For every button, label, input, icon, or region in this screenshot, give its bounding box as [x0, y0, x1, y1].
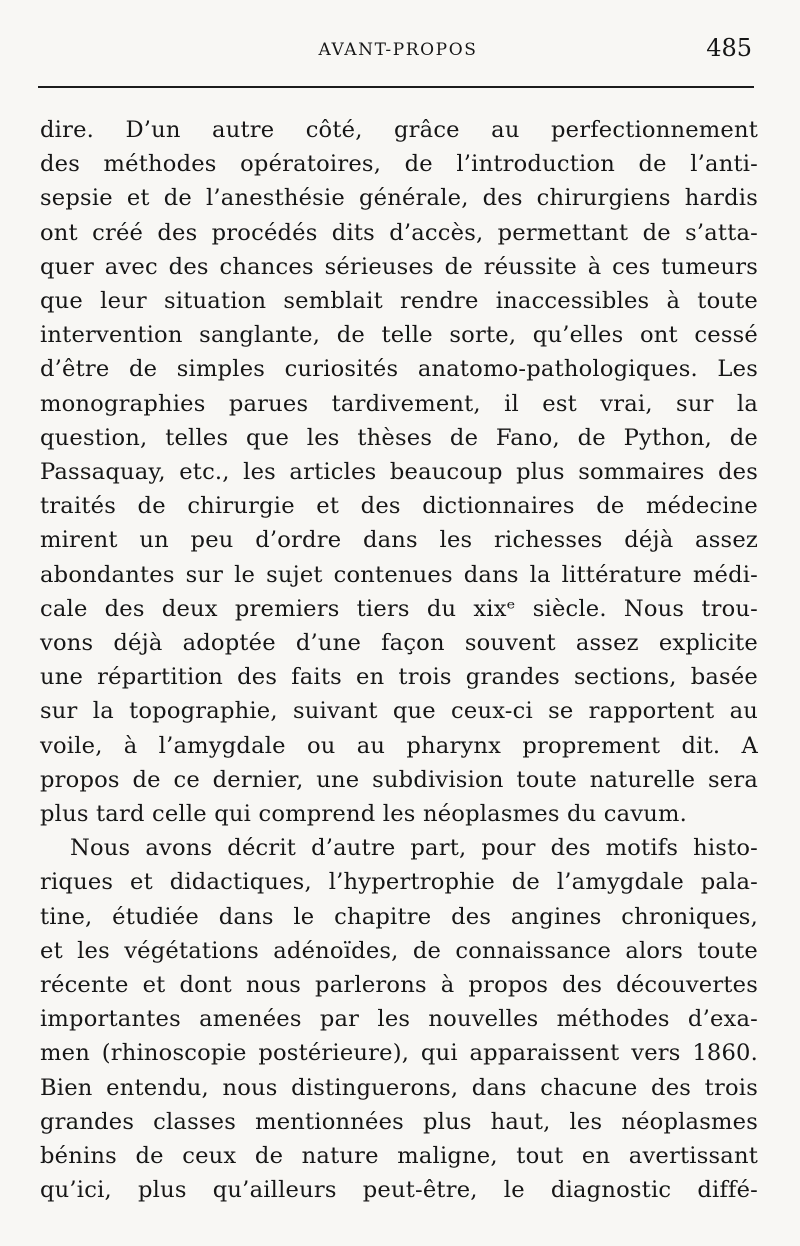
- text-line: men (rhinoscopie postérieure), qui apparaissent vers 1860.: [40, 1040, 758, 1067]
- text-line: vons déjà adoptée d’une façon souvent assez explicite: [40, 630, 758, 657]
- text-line: qu’ici, plus qu’ailleurs peut-être, le diagnostic diffé-: [40, 1177, 758, 1204]
- running-head: [34, 34, 762, 74]
- text-line: récente et dont nous parlerons à propos des découvertes: [40, 972, 758, 999]
- text-line: et les végétations adénoïdes, de connaissance alors toute: [40, 937, 758, 964]
- text-line: abondantes sur le sujet contenues dans la littérature médi-: [40, 561, 758, 588]
- text-line: dire. D’un autre côté, grâce au perfectionnement: [40, 117, 758, 143]
- text-line: sur la topographie, suivant que ceux-ci se rapportent au: [40, 698, 758, 725]
- text-line: importantes amenées par les nouvelles méthodes d’exa-: [40, 1006, 758, 1033]
- text-line: traités de chirurgie et des dictionnaires de médecine: [40, 493, 758, 520]
- text-line: ont créé des procédés dits d’accès, permettant de s’atta-: [40, 219, 758, 246]
- text-line: que leur situation semblait rendre inaccessibles à toute: [40, 288, 758, 315]
- text-line: mirent un peu d’ordre dans les richesses déjà assez: [40, 527, 758, 554]
- text-line: monographies parues tardivement, il est vrai, sur la: [40, 390, 758, 417]
- body-text: [40, 113, 758, 1208]
- text-line: tine, étudiée dans le chapitre des angines chroniques,: [40, 903, 758, 930]
- text-line: intervention sanglante, de telle sorte, qu’elles ont cessé: [40, 322, 758, 349]
- text-line: sepsie et de l’anesthésie générale, des chirurgiens hardis: [40, 185, 758, 212]
- text-line: une répartition des faits en trois grandes sections, basée: [40, 664, 758, 691]
- paragraph-end-line: plus tard celle qui comprend les néoplasmes du cavum.: [40, 801, 688, 828]
- text-line: propos de ce dernier, une subdivision toute naturelle sera: [40, 766, 758, 793]
- text-line: bénins de ceux de nature maligne, tout en avertissant: [40, 1143, 758, 1170]
- text-line: Passaquay, etc., les articles beaucoup plus sommaires des: [40, 459, 758, 486]
- text-line: riques et didactiques, l’hypertrophie de l’amygdale pala-: [40, 869, 758, 896]
- header-rule: [38, 86, 754, 88]
- running-title: AVANT-PROPOS: [318, 40, 478, 60]
- page-number: 485: [706, 34, 752, 62]
- text-line: cale des deux premiers tiers du xixᵉ siècle. Nous trou-: [40, 595, 758, 622]
- text-line: quer avec des chances sérieuses de réussite à ces tumeurs: [40, 253, 758, 280]
- text-line: question, telles que les thèses de Fano, de Python, de: [40, 424, 758, 451]
- text-line: grandes classes mentionnées plus haut, les néoplasmes: [40, 1108, 758, 1135]
- text-line: voile, à l’amygdale ou au pharynx proprement dit. A: [40, 732, 758, 759]
- text-line: d’être de simples curiosités anatomo-pathologiques. Les: [40, 356, 758, 383]
- text-line: Bien entendu, nous distinguerons, dans chacune des trois: [40, 1074, 758, 1101]
- text-line: des méthodes opératoires, de l’introduction de l’anti-: [40, 151, 758, 178]
- paragraph-first-line: Nous avons décrit d’autre part, pour des motifs histo-: [70, 835, 758, 862]
